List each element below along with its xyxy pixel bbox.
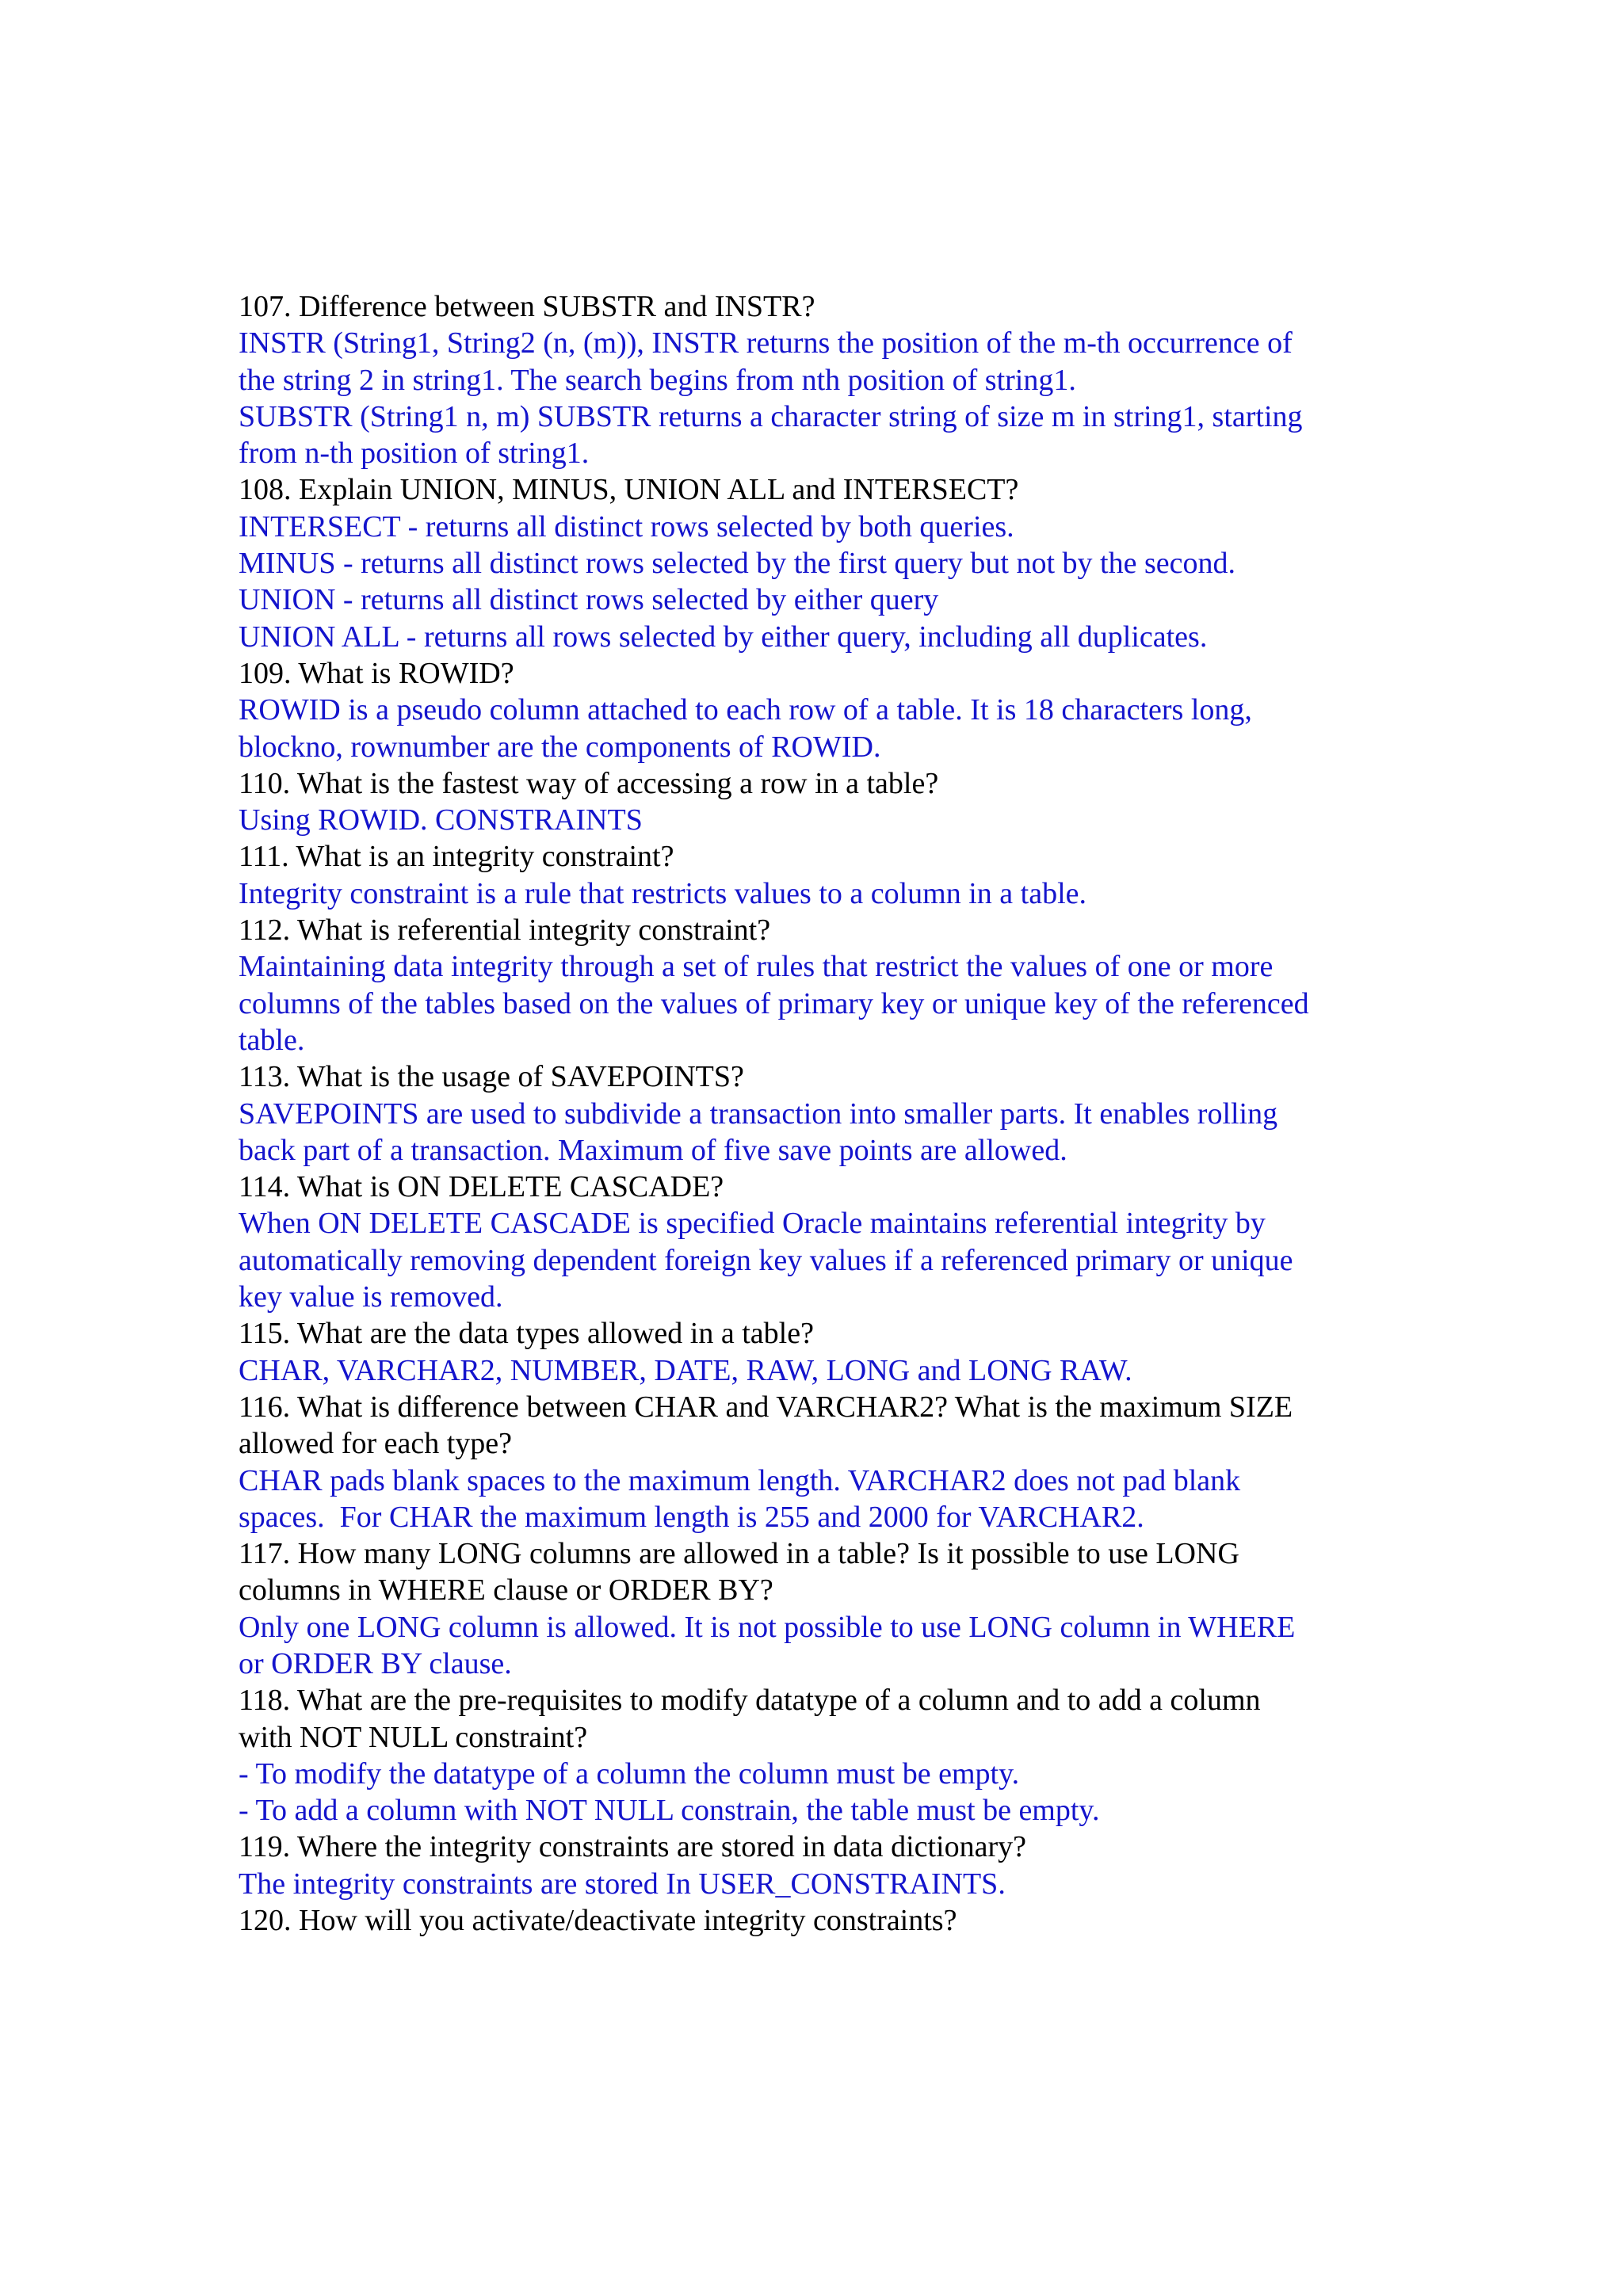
question-line: 120. How will you activate/deactivate integrity constraints?: [239, 1904, 957, 1938]
answer-line: SUBSTR (String1 n, m) SUBSTR returns a character string of size m in string1, starting: [239, 399, 1303, 433]
answer-line: spaces. For CHAR the maximum length is 255 and 2000 for VARCHAR2.: [239, 1500, 1144, 1534]
answer-line: ROWID is a pseudo column attached to each row of a table. It is 18 characters long,: [239, 693, 1252, 727]
question-line: 117. How many LONG columns are allowed in a table? Is it possible to use LONG: [239, 1537, 1239, 1571]
answer-line: columns of the tables based on the values of primary key or unique key of the referenced: [239, 986, 1309, 1020]
question-line: columns in WHERE clause or ORDER BY?: [239, 1573, 773, 1608]
answer-line: UNION - returns all distinct rows selected by either query: [239, 583, 939, 617]
answer-line: blockno, rownumber are the components of ROWID.: [239, 730, 881, 764]
question-line: allowed for each type?: [239, 1427, 512, 1461]
question-line: 108. Explain UNION, MINUS, UNION ALL and INTERSECT?: [239, 473, 1019, 507]
answer-line: CHAR pads blank spaces to the maximum length. VARCHAR2 does not pad blank: [239, 1463, 1241, 1497]
question-line: 109. What is ROWID?: [239, 656, 514, 690]
question-line: 118. What are the pre-requisites to modify datatype of a column and to add a column: [239, 1684, 1261, 1718]
question-line: 107. Difference between SUBSTR and INSTR?: [239, 290, 815, 323]
answer-line: Maintaining data integrity through a set of rules that restrict the values of one or more: [239, 950, 1274, 984]
question-line: 113. What is the usage of SAVEPOINTS?: [239, 1060, 744, 1094]
answer-line: MINUS - returns all distinct rows selected by the first query but not by the second.: [239, 547, 1235, 581]
answer-line: from n-th position of string1.: [239, 437, 590, 471]
question-line: 115. What are the data types allowed in a table?: [239, 1317, 814, 1351]
answer-line: the string 2 in string1. The search begins from nth position of string1.: [239, 363, 1076, 397]
answer-line: - To modify the datatype of a column the column must be empty.: [239, 1756, 1020, 1791]
answer-line: INTERSECT - returns all distinct rows selected by both queries.: [239, 509, 1014, 543]
answer-line: SAVEPOINTS are used to subdivide a transaction into smaller parts. It enables rolling: [239, 1097, 1278, 1131]
answer-line: back part of a transaction. Maximum of five save points are allowed.: [239, 1133, 1067, 1167]
answer-line: Using ROWID. CONSTRAINTS: [239, 803, 643, 837]
question-line: 112. What is referential integrity constraint?: [239, 913, 771, 948]
question-line: 111. What is an integrity constraint?: [239, 840, 674, 874]
answer-line: INSTR (String1, String2 (n, (m)), INSTR returns the position of the m-th occurrence of: [239, 326, 1293, 360]
question-line: 119. Where the integrity constraints are stored in data dictionary?: [239, 1830, 1026, 1864]
answer-line: or ORDER BY clause.: [239, 1646, 512, 1680]
answer-line: Only one LONG column is allowed. It is not possible to use LONG column in WHERE: [239, 1610, 1296, 1644]
answer-line: automatically removing dependent foreign key values if a referenced primary or unique: [239, 1243, 1293, 1277]
answer-line: - To add a column with NOT NULL constrain, the table must be empty.: [239, 1794, 1100, 1828]
answer-line: The integrity constraints are stored In USER_CONSTRAINTS.: [239, 1867, 1006, 1901]
answer-line: UNION ALL - returns all rows selected by either query, including all duplicates.: [239, 620, 1208, 654]
answer-line: table.: [239, 1023, 305, 1057]
answer-line: CHAR, VARCHAR2, NUMBER, DATE, RAW, LONG and LONG RAW.: [239, 1353, 1132, 1387]
question-line: 110. What is the fastest way of accessing a row in a table?: [239, 766, 939, 800]
answer-line: Integrity constraint is a rule that restricts values to a column in a table.: [239, 876, 1087, 910]
answer-line: When ON DELETE CASCADE is specified Oracle maintains referential integrity by: [239, 1207, 1266, 1241]
answer-line: key value is removed.: [239, 1280, 503, 1314]
question-line: 116. What is difference between CHAR and VARCHAR2? What is the maximum SIZE: [239, 1390, 1293, 1424]
document-page: [239, 288, 1396, 1939]
question-line: 114. What is ON DELETE CASCADE?: [239, 1170, 724, 1204]
question-line: with NOT NULL constraint?: [239, 1720, 588, 1754]
